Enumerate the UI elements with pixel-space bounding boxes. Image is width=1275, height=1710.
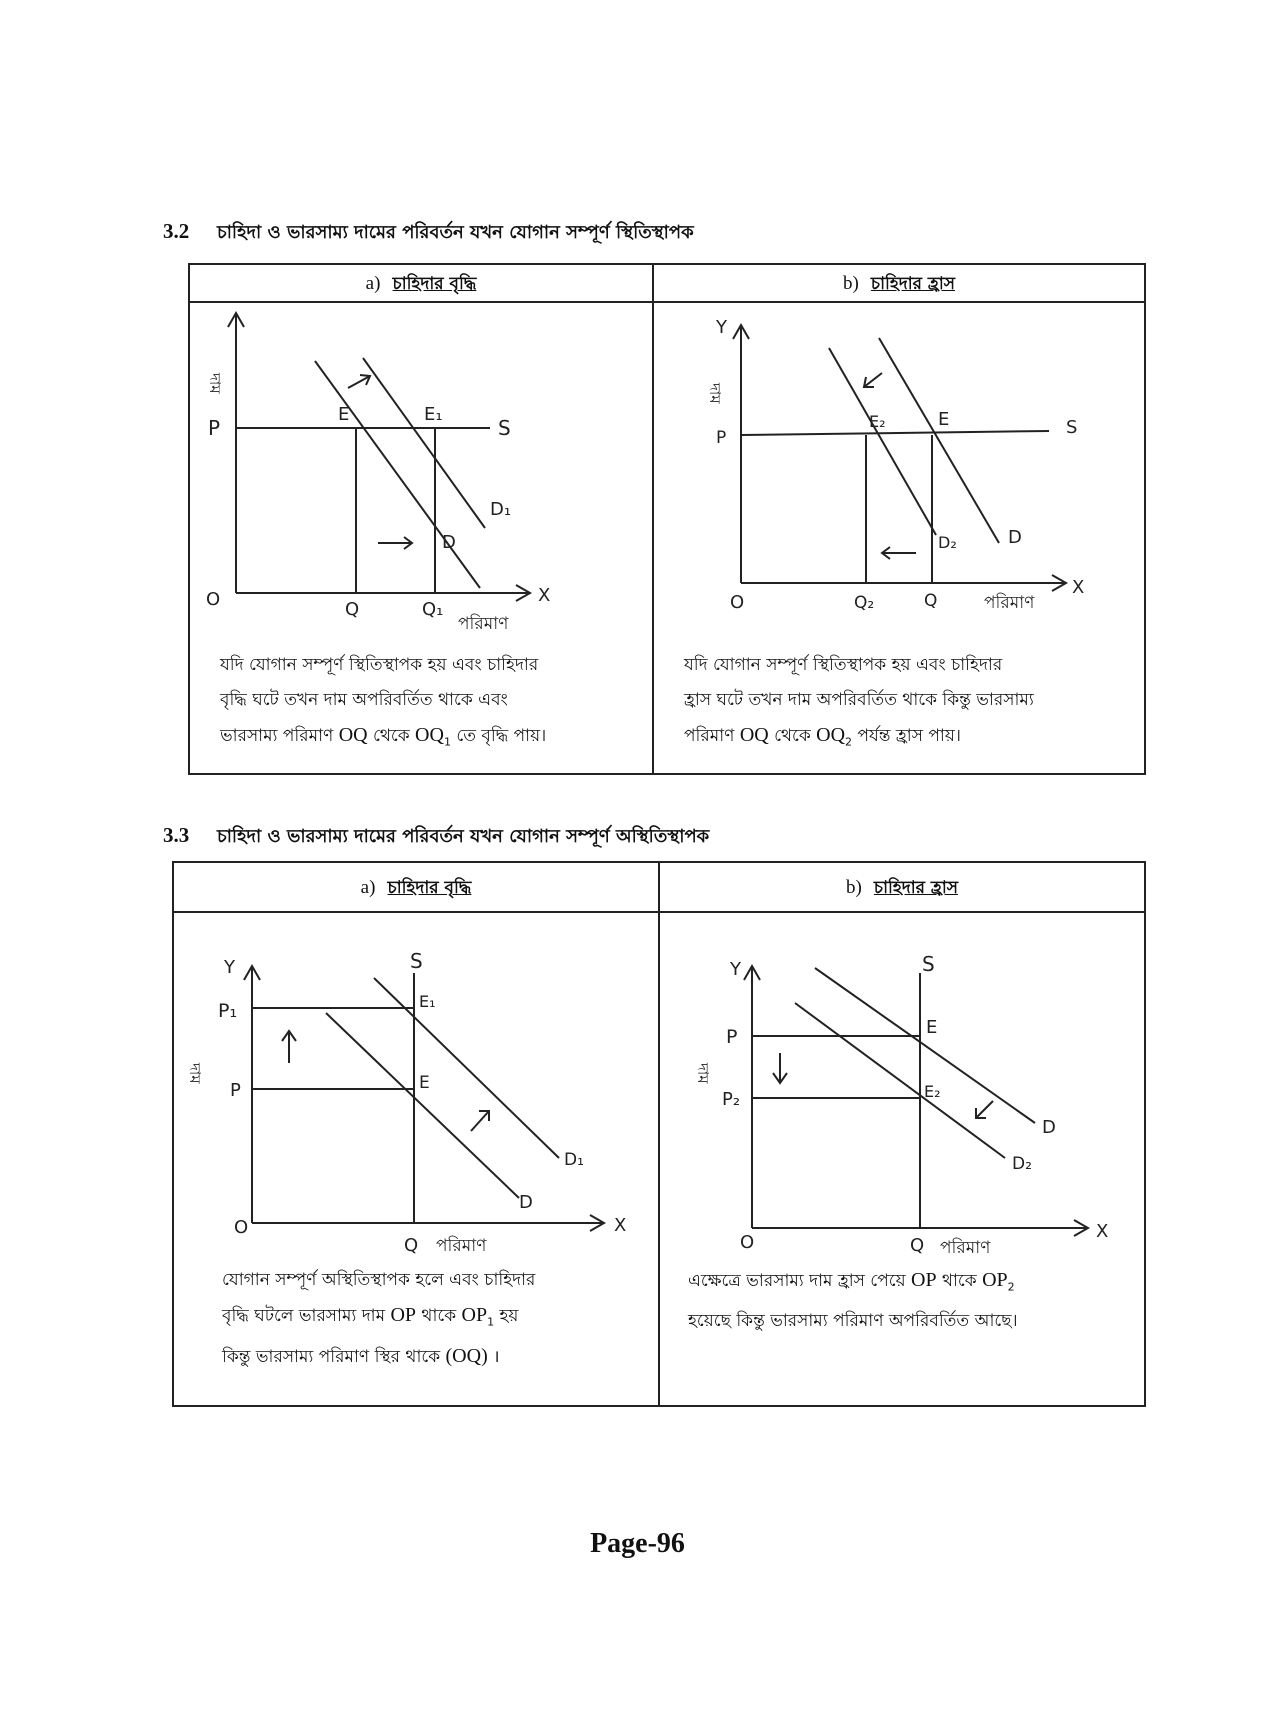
x-axis-end-label: X — [614, 1215, 627, 1236]
demand-curve-original — [315, 361, 480, 588]
origin-label: O — [234, 1217, 249, 1238]
equilibrium-e-label: E — [419, 1073, 430, 1093]
y-axis-label: দাম — [186, 1063, 204, 1084]
caption — [174, 1263, 658, 1375]
quantity-label: পরিমাণ — [436, 1236, 487, 1256]
price-p1-label: P₁ — [218, 1000, 238, 1022]
section-heading-3-2 — [163, 218, 694, 249]
q2-label: Q₂ — [854, 593, 875, 613]
panel-heading: a) চাহিদার বৃদ্ধি — [360, 877, 472, 898]
price-p-label: P — [726, 1026, 738, 1048]
x-axis-end-label: X — [1072, 577, 1085, 598]
demand-d-label: D — [1008, 527, 1022, 548]
x-axis-end-label: X — [538, 585, 551, 606]
caption — [190, 648, 652, 759]
graph-demand-decrease-inelastic — [660, 913, 1144, 1263]
equilibrium-e-label: E — [338, 404, 350, 425]
panel-heading: a) চাহিদার বৃদ্ধি — [365, 273, 477, 294]
supply-label: S — [498, 416, 511, 440]
section-heading-3-3 — [163, 822, 709, 853]
panel-heading: b) চাহিদার হ্রাস — [845, 877, 958, 898]
origin-label: O — [206, 589, 221, 610]
y-label: Y — [224, 957, 235, 978]
section-number: 3.3 — [163, 823, 190, 847]
equilibrium-e-label: E — [938, 409, 950, 430]
demand-d2-label: D₂ — [938, 533, 957, 552]
section-number: 3.2 — [163, 219, 190, 243]
demand-d-label: D — [519, 1192, 533, 1213]
demand-d-label: D — [1042, 1117, 1056, 1138]
equilibrium-e1-label: E₁ — [419, 992, 436, 1011]
q-label: Q — [924, 591, 938, 611]
caption-line: যদি যোগান সম্পূর্ণ স্থিতিস্থাপক হয় এবং চাহিদার — [220, 655, 539, 675]
supply-label: S — [922, 952, 935, 976]
caption-line: হ্রাস ঘটে তখন দাম অপরিবর্তিত থাকে কিন্তু ভারসাম্য — [684, 690, 1034, 710]
y-axis-label: দাম — [206, 373, 224, 394]
caption-line: বৃদ্ধি ঘটে তখন দাম অপরিবর্তিত থাকে এবং — [220, 690, 508, 710]
origin-label: O — [730, 592, 745, 613]
graph-demand-increase-inelastic — [174, 913, 658, 1263]
caption-line: যদি যোগান সম্পূর্ণ স্থিতিস্থাপক হয় এবং চাহিদার — [684, 655, 1003, 675]
q1-label: Q₁ — [422, 599, 444, 620]
quantity-label: পরিমাণ — [940, 1238, 991, 1258]
demand-curve-reduced — [829, 348, 936, 535]
equilibrium-e1-label: E₁ — [424, 404, 443, 425]
graph-demand-increase-elastic — [190, 303, 652, 648]
caption-line: কিন্তু ভারসাম্য পরিমাণ স্থির থাকে (OQ) । — [222, 1345, 500, 1368]
demand-curve-original — [879, 338, 999, 543]
price-label: P — [716, 428, 727, 448]
supply-curve — [741, 431, 1049, 435]
supply-label: S — [410, 949, 423, 973]
quantity-label: পরিমাণ — [984, 593, 1035, 613]
demand-d1-label: D₁ — [490, 499, 512, 520]
section-title: চাহিদা ও ভারসাম্য দামের পরিবর্তন যখন যোগান সম্পূর্ণ অস্থিতিস্থাপক — [217, 826, 710, 847]
y-axis-label: দাম — [706, 383, 724, 404]
y-axis-label: দাম — [694, 1063, 712, 1084]
caption — [660, 1263, 1144, 1339]
caption-line: হয়েছে কিন্তু ভারসাম্য পরিমাণ অপরিবর্তিত আছে। — [688, 1311, 1018, 1332]
shift-arrow-up-right-icon — [471, 1111, 489, 1131]
panel-heading: b) চাহিদার হ্রাস — [842, 273, 955, 294]
price-p2-label: P₂ — [722, 1089, 741, 1110]
table-inelastic-supply — [172, 861, 1146, 1407]
equilibrium-e-label: E — [926, 1017, 938, 1038]
q-label: Q — [404, 1235, 419, 1256]
x-axis-end-label: X — [1096, 1221, 1109, 1242]
caption-line: পরিমাণ OQ থেকে $OQ_2$ পর্যন্ত হ্রাস পায়। — [684, 724, 961, 749]
table-elastic-supply — [188, 263, 1146, 775]
price-label: P — [208, 416, 221, 440]
supply-label: S — [1066, 417, 1078, 438]
caption-line: বৃদ্ধি ঘটলে ভারসাম্য দাম OP থাকে $OP_1$ হয় — [222, 1304, 519, 1329]
caption — [654, 648, 1144, 759]
demand-curve-original — [326, 1013, 519, 1198]
graph-demand-decrease-elastic — [654, 303, 1144, 648]
equilibrium-e2-label: E₂ — [869, 412, 886, 431]
origin-label: O — [740, 1232, 755, 1253]
demand-d-label: D — [442, 532, 456, 553]
quantity-label: পরিমাণ — [458, 614, 509, 634]
demand-d2-label: D₂ — [1012, 1154, 1032, 1174]
y-label: Y — [716, 317, 727, 338]
equilibrium-e2-label: E₂ — [924, 1082, 941, 1101]
shift-arrow-down-left-icon — [976, 1101, 993, 1118]
q-label: Q — [345, 599, 360, 620]
demand-curve-shifted — [363, 358, 485, 528]
caption-line: এক্ষেত্রে ভারসাম্য দাম হ্রাস পেয়ে OP থাকে $OP_2$ — [688, 1269, 1015, 1294]
demand-d1-label: D₁ — [564, 1150, 584, 1170]
shift-arrow-left-icon — [864, 373, 882, 387]
caption-line: যোগান সম্পূর্ণ অস্থিতিস্থাপক হলে এবং চাহিদার — [222, 1270, 536, 1290]
section-title: চাহিদা ও ভারসাম্য দামের পরিবর্তন যখন যোগান সম্পূর্ণ স্থিতিস্থাপক — [217, 222, 694, 243]
demand-curve-shifted — [374, 978, 559, 1158]
y-label: Y — [730, 959, 741, 980]
page-number: Page-96 — [590, 1528, 685, 1559]
price-p-label: P — [230, 1080, 241, 1101]
caption-line: ভারসাম্য পরিমাণ OQ থেকে $OQ_1$ তে বৃদ্ধি পায়। — [220, 724, 547, 749]
q-label: Q — [910, 1235, 925, 1256]
